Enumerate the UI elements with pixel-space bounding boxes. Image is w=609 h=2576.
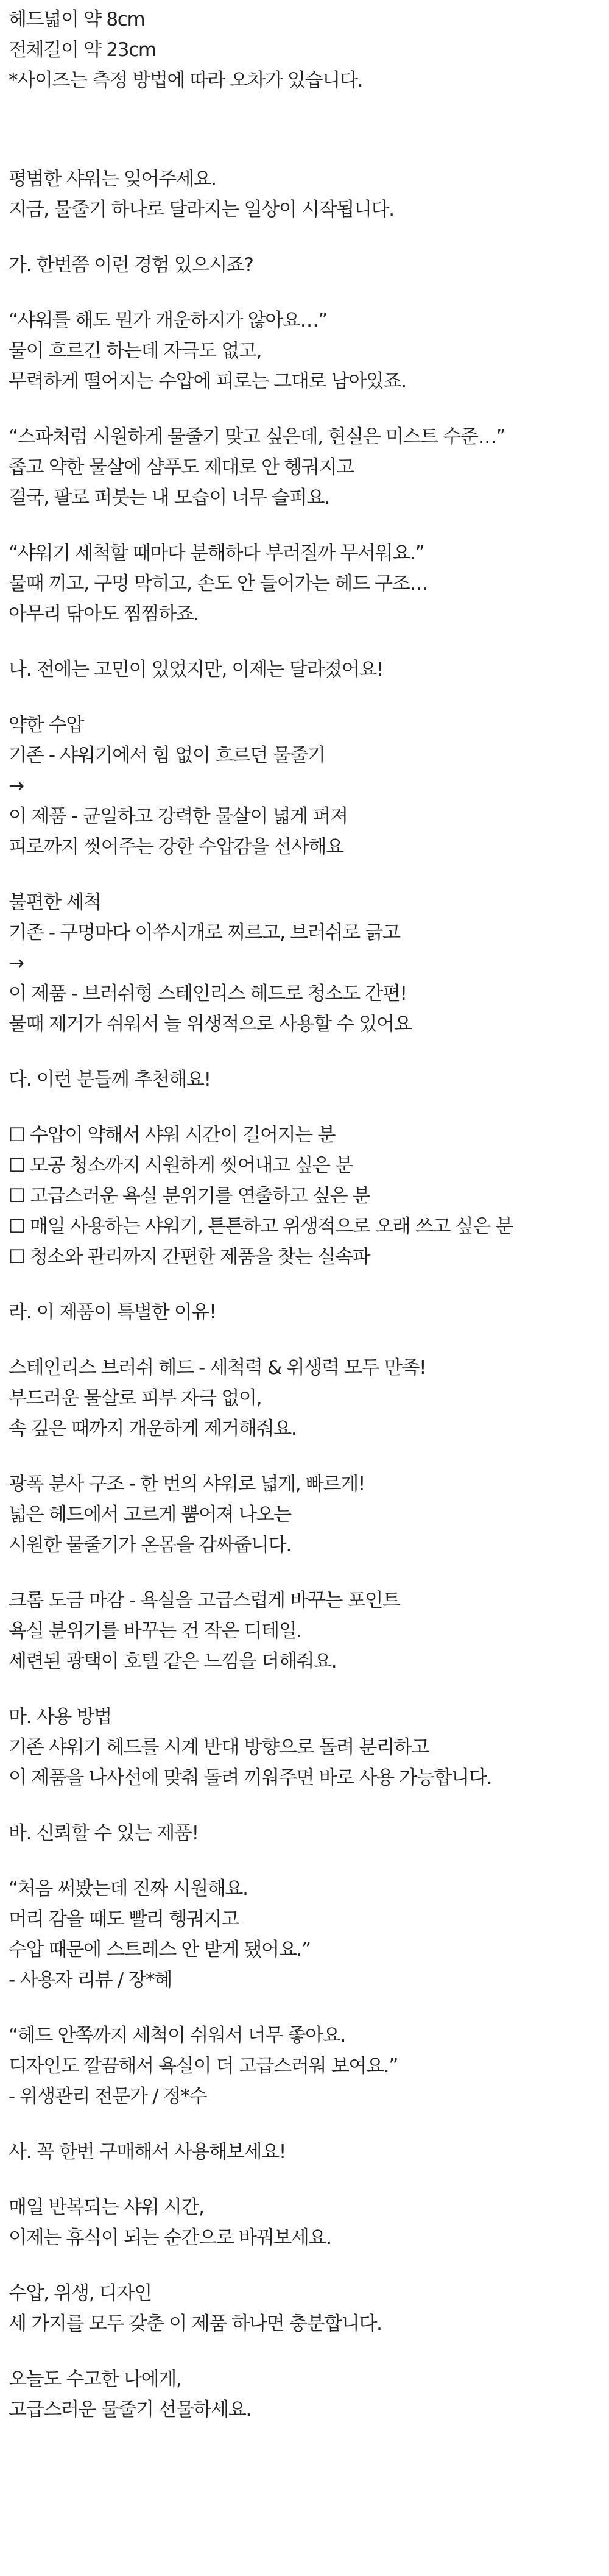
text-line: 고급스러운 물줄기 선물하세요. — [9, 2399, 252, 2421]
text-line: 시원한 물줄기가 온몸을 감싸줍니다. — [9, 1534, 291, 1556]
text-line: 약한 수압 — [9, 714, 84, 736]
text-line: 머리 감을 때도 빨리 헹궈지고 — [9, 1908, 239, 1930]
text-line: 속 깊은 때까지 개운하게 제거해줘요. — [9, 1418, 297, 1440]
text-line: 이 제품 - 브러쉬형 스테인리스 헤드로 청소도 간편! — [9, 983, 407, 1005]
text-line: - 사용자 리뷰 / 장*혜 — [9, 1969, 172, 1991]
text-line: 물때 끼고, 구멍 막히고, 손도 안 들어가는 헤드 구조… — [9, 573, 428, 595]
section-heading: 사. 꼭 한번 구매해서 사용해보세요! — [9, 2141, 286, 2163]
text-line: 매일 반복되는 샤워 시간, — [9, 2196, 204, 2218]
checkbox-item: ☐ 수압이 약해서 샤워 시간이 길어지는 분 — [9, 1124, 336, 1146]
arrow-icon: → — [9, 952, 24, 974]
text-line: 수압, 위생, 디자인 — [9, 2282, 152, 2304]
text-line: 피로까지 씻어주는 강한 수압감을 선사해요 — [9, 836, 343, 858]
text-line: 광폭 분사 구조 - 한 번의 샤워로 넓게, 빠르게! — [9, 1473, 365, 1495]
checkbox-item: ☐ 매일 사용하는 샤워기, 튼튼하고 위생적으로 오래 쓰고 싶은 분 — [9, 1215, 513, 1237]
text-line: “스파처럼 시원하게 물줄기 맞고 싶은데, 현실은 미스트 수준…” — [9, 426, 505, 448]
text-line: 오늘도 수고한 나에게, — [9, 2368, 181, 2390]
text-line: 기존 - 샤워기에서 힘 없이 흐르던 물줄기 — [9, 745, 325, 766]
text-line: 세 가지를 모두 갖춘 이 제품 하나면 충분합니다. — [9, 2313, 382, 2335]
text-line: 이 제품 - 균일하고 강력한 물살이 넓게 퍼져 — [9, 805, 348, 827]
text-line: 헤드넓이 약 8cm — [9, 9, 145, 30]
text-line: 물때 제거가 쉬워서 늘 위생적으로 사용할 수 있어요 — [9, 1013, 412, 1035]
text-line: 전체길이 약 23cm — [9, 39, 156, 61]
text-line: 평범한 샤워는 잊어주세요. — [9, 168, 216, 190]
text-line: 좁고 약한 물살에 샴푸도 제대로 안 헹궈지고 — [9, 456, 354, 478]
text-line: 결국, 팔로 퍼붓는 내 모습이 너무 슬퍼요. — [9, 487, 329, 509]
text-line: *사이즈는 측정 방법에 따라 오차가 있습니다. — [9, 69, 363, 91]
text-line: “헤드 안쪽까지 세척이 쉬워서 너무 좋아요. — [9, 2025, 346, 2047]
text-line: 디자인도 깔끔해서 욕실이 더 고급스러워 보여요.” — [9, 2055, 398, 2077]
text-line: 이제는 휴식이 되는 순간으로 바꿔보세요. — [9, 2227, 331, 2249]
text-line: “처음 써봤는데 진짜 시원해요. — [9, 1878, 248, 1900]
text-line: 세련된 광택이 호텔 같은 느낌을 더해줘요. — [9, 1651, 337, 1672]
section-heading: 라. 이 제품이 특별한 이유! — [9, 1301, 216, 1323]
checkbox-item: ☐ 고급스러운 욕실 분위기를 연출하고 싶은 분 — [9, 1185, 370, 1207]
text-line: 불편한 세척 — [9, 891, 101, 913]
text-line: “샤워기 세척할 때마다 분해하다 부러질까 무서워요.” — [9, 542, 424, 564]
text-line: 크롬 도금 마감 - 욕실을 고급스럽게 바꾸는 포인트 — [9, 1590, 400, 1612]
text-line: 넓은 헤드에서 고르게 뿜어져 나오는 — [9, 1504, 291, 1526]
text-line: 부드러운 물살로 피부 자극 없이, — [9, 1387, 262, 1409]
checkbox-item: ☐ 모공 청소까지 시원하게 씻어내고 싶은 분 — [9, 1155, 353, 1177]
section-heading: 마. 사용 방법 — [9, 1706, 111, 1728]
section-heading: 나. 전에는 고민이 있었지만, 이제는 달라졌어요! — [9, 659, 384, 681]
section-heading: 바. 신뢰할 수 있는 제품! — [9, 1822, 199, 1844]
text-line: 기존 - 구멍마다 이쑤시개로 찌르고, 브러쉬로 긁고 — [9, 922, 400, 944]
text-line: 물이 흐르긴 하는데 자극도 없고, — [9, 340, 262, 362]
text-line: 스테인리스 브러쉬 헤드 - 세척력 & 위생력 모두 만족! — [9, 1357, 426, 1379]
text-line: 지금, 물줄기 하나로 달라지는 일상이 시작됩니다. — [9, 199, 394, 221]
text-line: 무력하게 떨어지는 수압에 피로는 그대로 남아있죠. — [9, 370, 406, 392]
text-line: - 위생관리 전문가 / 정*수 — [9, 2086, 207, 2107]
checkbox-item: ☐ 청소와 관리까지 간편한 제품을 찾는 실속파 — [9, 1246, 370, 1268]
text-line: 이 제품을 나사선에 맞춰 돌려 끼워주면 바로 사용 가능합니다. — [9, 1767, 492, 1789]
section-heading: 다. 이런 분들께 추천해요! — [9, 1069, 211, 1091]
text-line: 아무리 닦아도 찜찜하죠. — [9, 603, 199, 625]
section-heading: 가. 한번쯤 이런 경험 있으시죠? — [9, 254, 253, 276]
text-line: 수압 때문에 스트레스 안 받게 됐어요.” — [9, 1939, 311, 1961]
text-line: “샤워를 해도 뭔가 개운하지가 않아요…” — [9, 310, 328, 331]
arrow-icon: → — [9, 775, 24, 797]
text-line: 욕실 분위기를 바꾸는 건 작은 디테일. — [9, 1620, 302, 1642]
text-line: 기존 샤워기 헤드를 시계 반대 방향으로 돌려 분리하고 — [9, 1736, 429, 1758]
